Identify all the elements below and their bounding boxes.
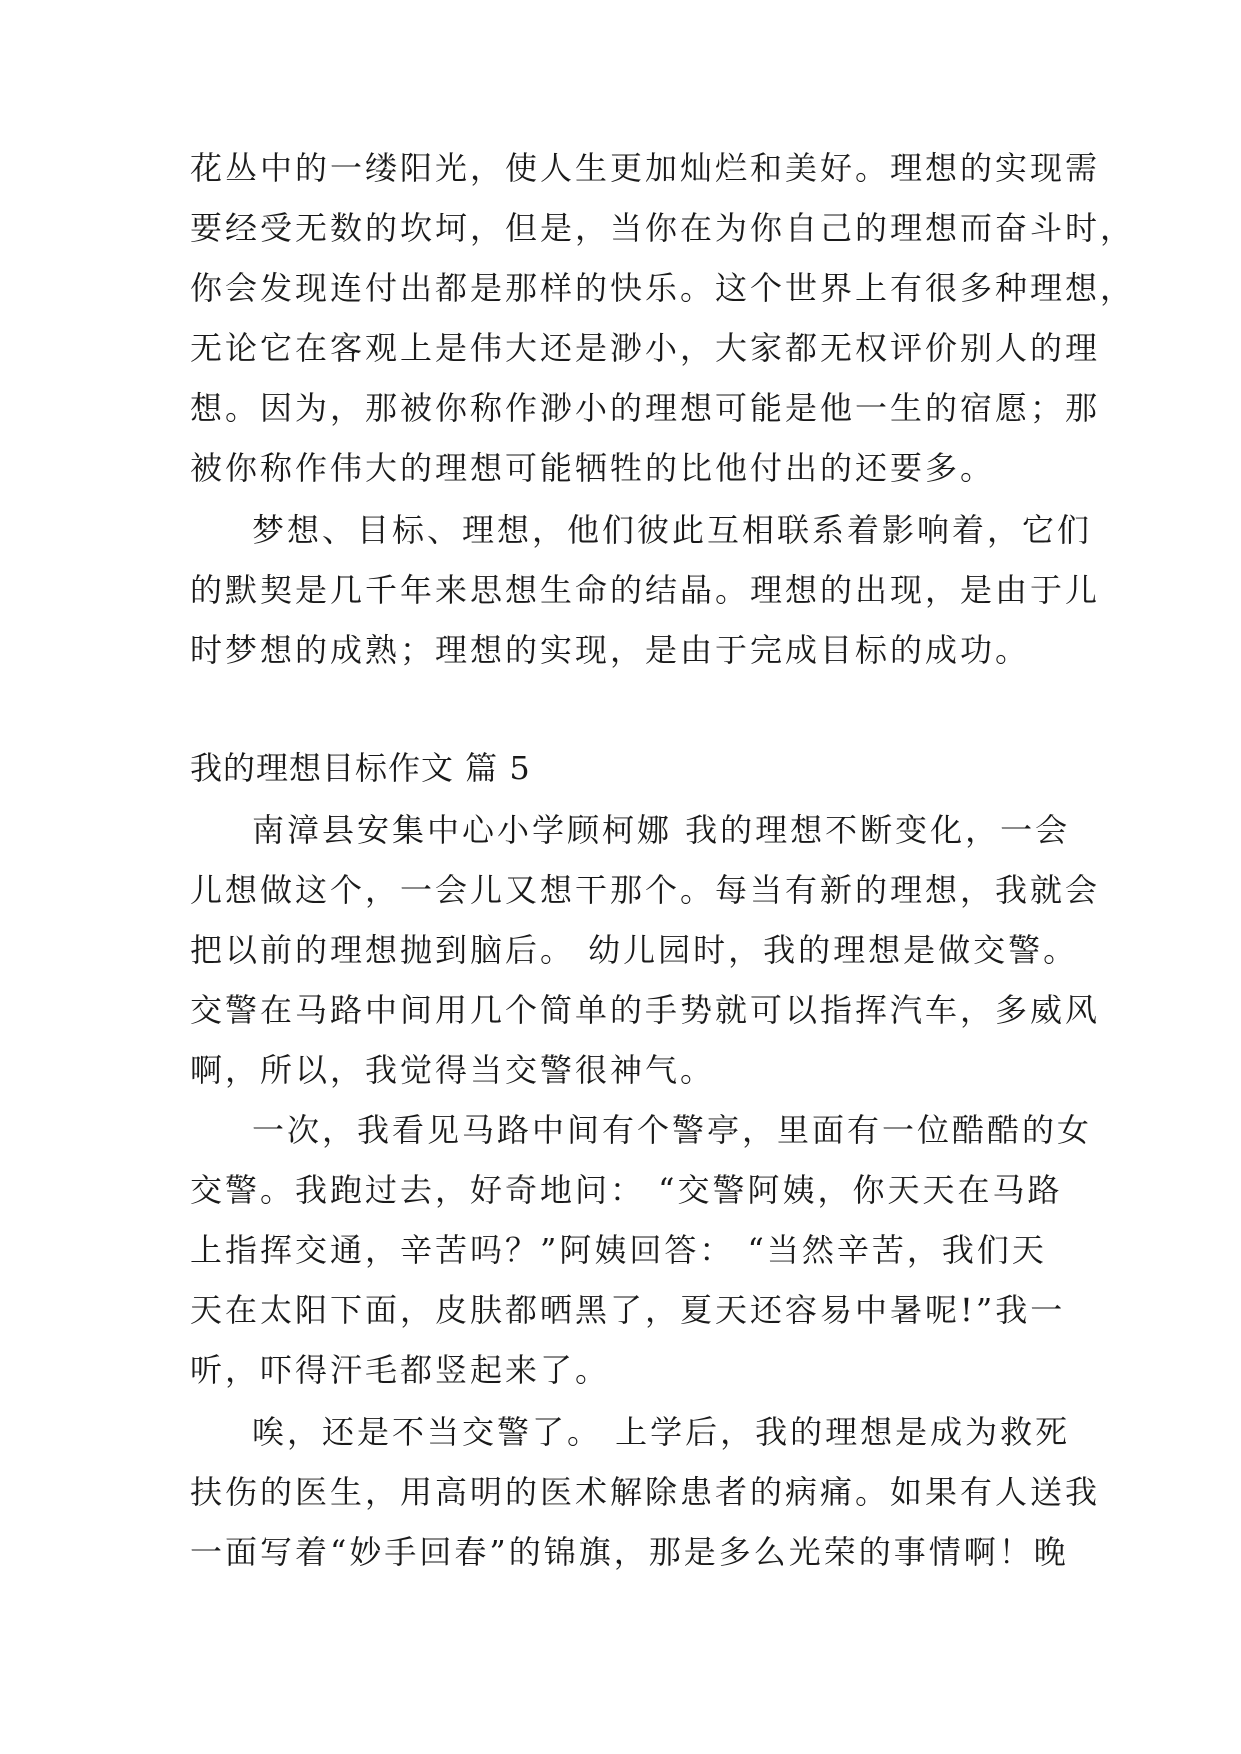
text-line: 梦想、目标、理想，他们彼此互相联系着影响着，它们	[252, 511, 1093, 549]
text-line: 儿想做这个，一会儿又想干那个。每当有新的理想，我就会	[190, 871, 1101, 909]
text-line: 扶伤的医生，用高明的医术解除患者的病痛。如果有人送我	[190, 1473, 1101, 1511]
text-line: 天在太阳下面，皮肤都晒黑了，夏天还容易中暑呢!”我一	[190, 1291, 1066, 1329]
text-line: 你会发现连付出都是那样的快乐。这个世界上有很多种理想，	[190, 269, 1136, 307]
text-line: 被你称作伟大的理想可能牺牲的比他付出的还要多。	[190, 449, 996, 487]
text-line: 交警。我跑过去，好奇地问： “交警阿姨，你天天在马路	[190, 1171, 1063, 1209]
text-line: 无论它在客观上是伟大还是渺小，大家都无权评价别人的理	[190, 329, 1101, 367]
text-line: 南漳县安集中心小学顾柯娜 我的理想不断变化，一会	[252, 811, 1071, 849]
text-line: 听，吓得汗毛都竖起来了。	[190, 1351, 611, 1389]
text-line: 啊，所以，我觉得当交警很神气。	[190, 1051, 716, 1089]
section-heading: 我的理想目标作文 篇 5	[190, 749, 531, 787]
text-line: 想。因为，那被你称作渺小的理想可能是他一生的宿愿；那	[190, 389, 1101, 427]
text-line: 要经受无数的坎坷，但是，当你在为你自己的理想而奋斗时，	[190, 209, 1136, 247]
text-line: 把以前的理想抛到脑后。 幼儿园时，我的理想是做交警。	[190, 931, 1079, 969]
text-line: 交警在马路中间用几个简单的手势就可以指挥汽车，多威风	[190, 991, 1101, 1029]
text-line: 上指挥交通，辛苦吗？”阿姨回答： “当然辛苦，我们天	[190, 1231, 1047, 1269]
text-line: 唉，还是不当交警了。 上学后，我的理想是成为救死	[252, 1413, 1071, 1451]
text-line: 时梦想的成熟；理想的实现，是由于完成目标的成功。	[190, 631, 1031, 669]
text-line: 花丛中的一缕阳光，使人生更加灿烂和美好。理想的实现需	[190, 149, 1101, 187]
text-line: 的默契是几千年来思想生命的结晶。理想的出现，是由于儿	[190, 571, 1101, 609]
text-line: 一面写着“妙手回春”的锦旗，那是多么光荣的事情啊！晚	[190, 1533, 1069, 1571]
text-line: 一次，我看见马路中间有个警亭，里面有一位酷酷的女	[252, 1111, 1093, 1149]
